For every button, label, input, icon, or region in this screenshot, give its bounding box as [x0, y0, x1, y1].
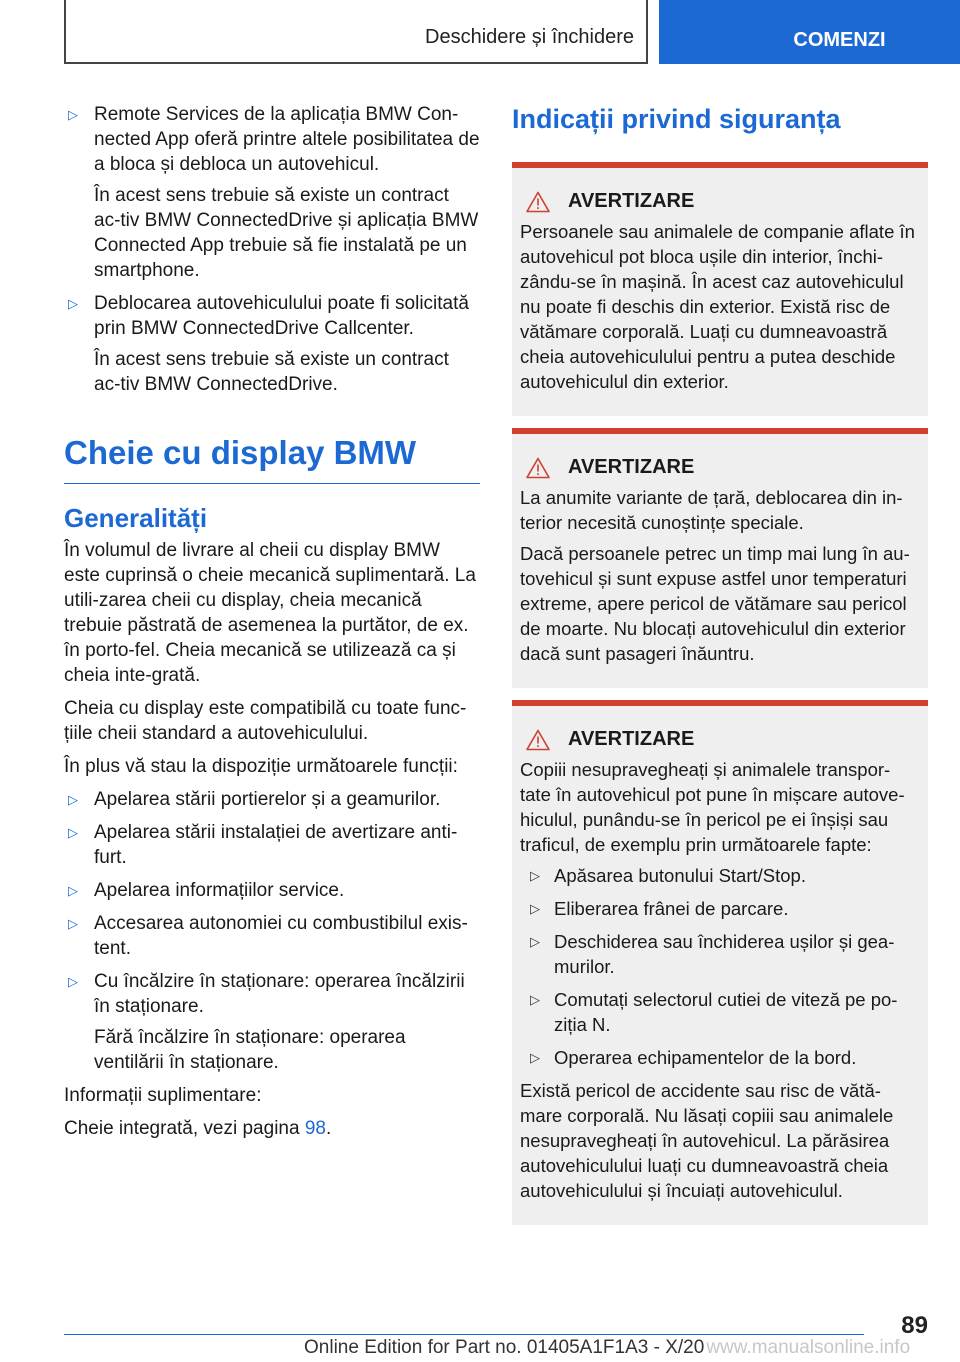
list-item: ▷ Apăsarea butonului Start/Stop. [530, 865, 806, 886]
header-chapter-tab [659, 0, 960, 64]
list-item-subtext: Fără încălzire în staționare: operarea ventilării în staționare. [94, 1027, 406, 1073]
paragraph: În volumul de livrare al cheii cu display BMW este cuprinsă o cheie mecanică suplimentară. La utili-zarea cheii cu display, cheia mecanică trebuie păstrată de asemenea la purtător, de ex. în porto-fel. Cheia mecanică se utilizează ca și cheia inte-grată. [64, 540, 476, 686]
triangle-right-icon: ▷ [530, 1050, 540, 1065]
triangle-right-icon: ▷ [68, 883, 78, 898]
list-item-subtext: În acest sens trebuie să existe un contract ac-tiv BMW ConnectedDrive și aplicația BMW Connected App trebuie să fie instalată pe un smartphone. [94, 185, 479, 281]
left-column [64, 102, 480, 1149]
list-item: ▷ Comutați selectorul cutiei de viteză pe po-ziția N. [530, 989, 898, 1035]
triangle-right-icon: ▷ [68, 825, 78, 840]
list-item: ▷ Apelarea stării instalației de avertizare anti-furt. [68, 822, 458, 868]
list-item-subtext: În acest sens trebuie să existe un contract ac-tiv BMW ConnectedDrive. [94, 349, 449, 395]
warning-triangle-icon [526, 191, 550, 213]
right-column [512, 102, 928, 1237]
warning-box [512, 700, 928, 1225]
remote-services-list [64, 102, 480, 397]
list-item: ▷ Eliberarea frânei de parcare. [530, 898, 789, 919]
header-chapter-title: COMENZI [793, 28, 886, 51]
footer-edition: Online Edition for Part no. 01405A1F1A3 - X/20 www.manualsonline.info [304, 1337, 911, 1358]
warning-box [512, 162, 928, 416]
warning-triangle-icon [526, 729, 550, 751]
warning-text: Copiii nesupravegheați și animalele transpor-tate în autovehicul pot pune în mișcare autove-hiculul, punându-se în pericol pe ei înșiși sau traficul, de exemplu prin următoarele fapte: [520, 759, 905, 855]
list-item: ▷ Deschiderea sau închiderea ușilor și gea-murilor. [530, 931, 895, 977]
warning-triangle-icon [526, 457, 550, 479]
info-reference: Cheie integrată, vezi pagina 98. [64, 1118, 332, 1139]
warning-text: Dacă persoanele petrec un timp mai lung în au-tovehicul și sunt expuse astfel unor temperaturi extreme, apere pericol de vătămare sau pericol de moarte. Nu blocați autovehiculul din exterior dacă sunt pasageri înăuntru. [520, 543, 910, 664]
triangle-right-icon: ▷ [530, 868, 540, 883]
header-section-title: Deschidere și închidere [425, 26, 634, 48]
footer-divider [64, 1334, 864, 1335]
section-heading-safety: Indicații privind siguranța [512, 104, 841, 134]
warning-text: Există pericol de accidente sau risc de vătă-mare corporală. Nu lăsați copiii sau animalele nesupravegheați în autovehicul. La părăsirea autovehiculului luați cu dumneavoastră cheia autovehiculului și încuiați autovehiculul. [520, 1080, 894, 1201]
triangle-right-icon: ▷ [68, 107, 78, 122]
list-item: ▷ Cu încălzire în staționare: operarea încălzirii în staționare. Fără încălzire în staționare: operarea ventilării în staționare. [64, 969, 480, 1075]
paragraph: Cheia cu display este compatibilă cu toate func-țiile cheii standard a autovehiculului. [64, 698, 467, 744]
subsection-heading-general: Generalități [64, 503, 208, 533]
triangle-right-icon: ▷ [68, 296, 78, 311]
list-item: ▷ Deblocarea autovehiculului poate fi solicitată prin BMW ConnectedDrive Callcenter. În acest sens trebuie să existe un contract ac-tiv BMW ConnectedDrive. [64, 291, 480, 397]
warning-title: AVERTIZARE [520, 728, 920, 751]
triangle-right-icon: ▷ [530, 934, 540, 949]
warning-box [512, 428, 928, 688]
list-item: ▷ Remote Services de la aplicația BMW Con-nected App oferă printre altele posibilitatea de a bloca și debloca un autovehicul. În acest sens trebuie să existe un contract ac-tiv BMW ConnectedDrive și aplicația BMW Connected App trebuie să fie instalată pe un smartphone. [68, 104, 480, 281]
list-item: ▷ Apelarea stării portierelor și a geamurilor. [68, 789, 441, 810]
section-heading-display-key: Cheie cu display BMW [64, 433, 480, 484]
triangle-right-icon: ▷ [530, 992, 540, 1007]
functions-list [64, 787, 480, 1075]
warning-text: La anumite variante de țară, deblocarea din in-terior necesită cunoștințe speciale. [520, 487, 903, 533]
header-section-box [64, 0, 648, 64]
list-item: ▷ Operarea echipamentelor de la bord. [530, 1047, 857, 1068]
triangle-right-icon: ▷ [68, 974, 78, 989]
list-item: ▷ Apelarea informațiilor service. [68, 880, 345, 901]
page-number: 89 [901, 1312, 928, 1339]
triangle-right-icon: ▷ [68, 916, 78, 931]
list-item: ▷ Accesarea autonomiei cu combustibilul exis-tent. [68, 913, 468, 959]
page-link[interactable]: 98 [304, 1118, 326, 1139]
triangle-right-icon: ▷ [68, 792, 78, 807]
warning-title: AVERTIZARE [520, 190, 920, 213]
warning-list [520, 863, 920, 1070]
warning-title: AVERTIZARE [520, 456, 920, 479]
warning-text: Persoanele sau animalele de companie aflate în autovehicul pot bloca ușile din interior, închi-zându-se în mașină. În acest caz autovehiculul nu poate fi deschis din exterior. Există risc de vătămare corporală. Luați cu dumneavoastră cheia autovehiculului pentru a putea deschide autovehiculul din exterior. [520, 221, 915, 392]
info-label: Informații suplimentare: [64, 1085, 262, 1106]
triangle-right-icon: ▷ [530, 901, 540, 916]
paragraph: În plus vă stau la dispoziție următoarele funcții: [64, 756, 458, 777]
footer-watermark: www.manualsonline.info [706, 1337, 911, 1358]
